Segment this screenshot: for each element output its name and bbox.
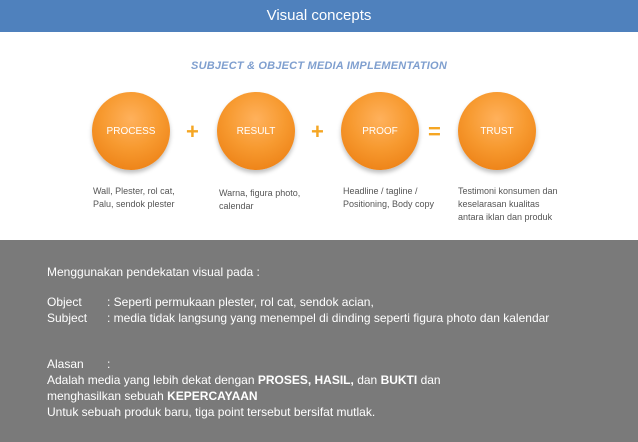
reason-text: dan <box>417 373 441 387</box>
subject-text: : media tidak langsung yang menempel di dinding seperti figura photo dan kalendar <box>107 311 550 325</box>
reason-line-1 <box>47 372 441 388</box>
slide-title: Visual concepts <box>0 0 638 32</box>
plus-operator: + <box>311 119 324 144</box>
result-caption: Warna, figura photo, calendar <box>219 188 301 211</box>
process-caption: Wall, Plester, rol cat, Palu, sendok plester <box>93 186 175 209</box>
trust-circle <box>458 92 536 170</box>
diagram-subtitle: SUBJECT & OBJECT MEDIA IMPLEMENTATION <box>191 60 447 72</box>
subject-label: Subject <box>47 311 88 325</box>
reason-label: Alasan <box>47 357 84 371</box>
object-text: : Seperti permukaan plester, rol cat, sendok acian, <box>107 295 374 309</box>
reason-emphasis: PROSES, HASIL, <box>257 373 354 387</box>
reason-line-3: Untuk sebuah produk baru, tiga point tersebut bersifat mutlak. <box>47 405 376 419</box>
reason-text: dan <box>353 373 381 387</box>
object-row <box>47 294 374 310</box>
explanation-panel <box>0 240 638 442</box>
result-label: RESULT <box>236 125 276 137</box>
subject-row <box>47 310 549 326</box>
reason-row <box>47 356 110 372</box>
proof-caption: Headline / tagline / Positioning, Body copy <box>343 186 435 209</box>
object-label: Object <box>47 295 82 309</box>
reason-text: menghasilkan sebuah <box>47 389 168 403</box>
process-circle <box>92 92 170 170</box>
trust-caption: Testimoni konsumen dan keselarasan kualitas antara iklan dan produk <box>458 186 558 222</box>
process-label: PROCESS <box>106 125 156 137</box>
trust-label: TRUST <box>480 125 514 137</box>
reason-emphasis: BUKTI <box>380 373 418 387</box>
result-circle <box>217 92 295 170</box>
reason-colon: : <box>107 357 111 371</box>
proof-circle <box>341 92 419 170</box>
reason-text: Adalah media yang lebih dekat dengan <box>47 373 258 387</box>
reason-line-2 <box>47 388 258 404</box>
proof-label: PROOF <box>362 125 398 137</box>
plus-operator: + <box>186 119 199 144</box>
reason-emphasis: KEPERCAYAAN <box>167 389 258 403</box>
equals-operator: = <box>428 119 441 144</box>
intro-text: Menggunakan pendekatan visual pada : <box>47 265 260 279</box>
